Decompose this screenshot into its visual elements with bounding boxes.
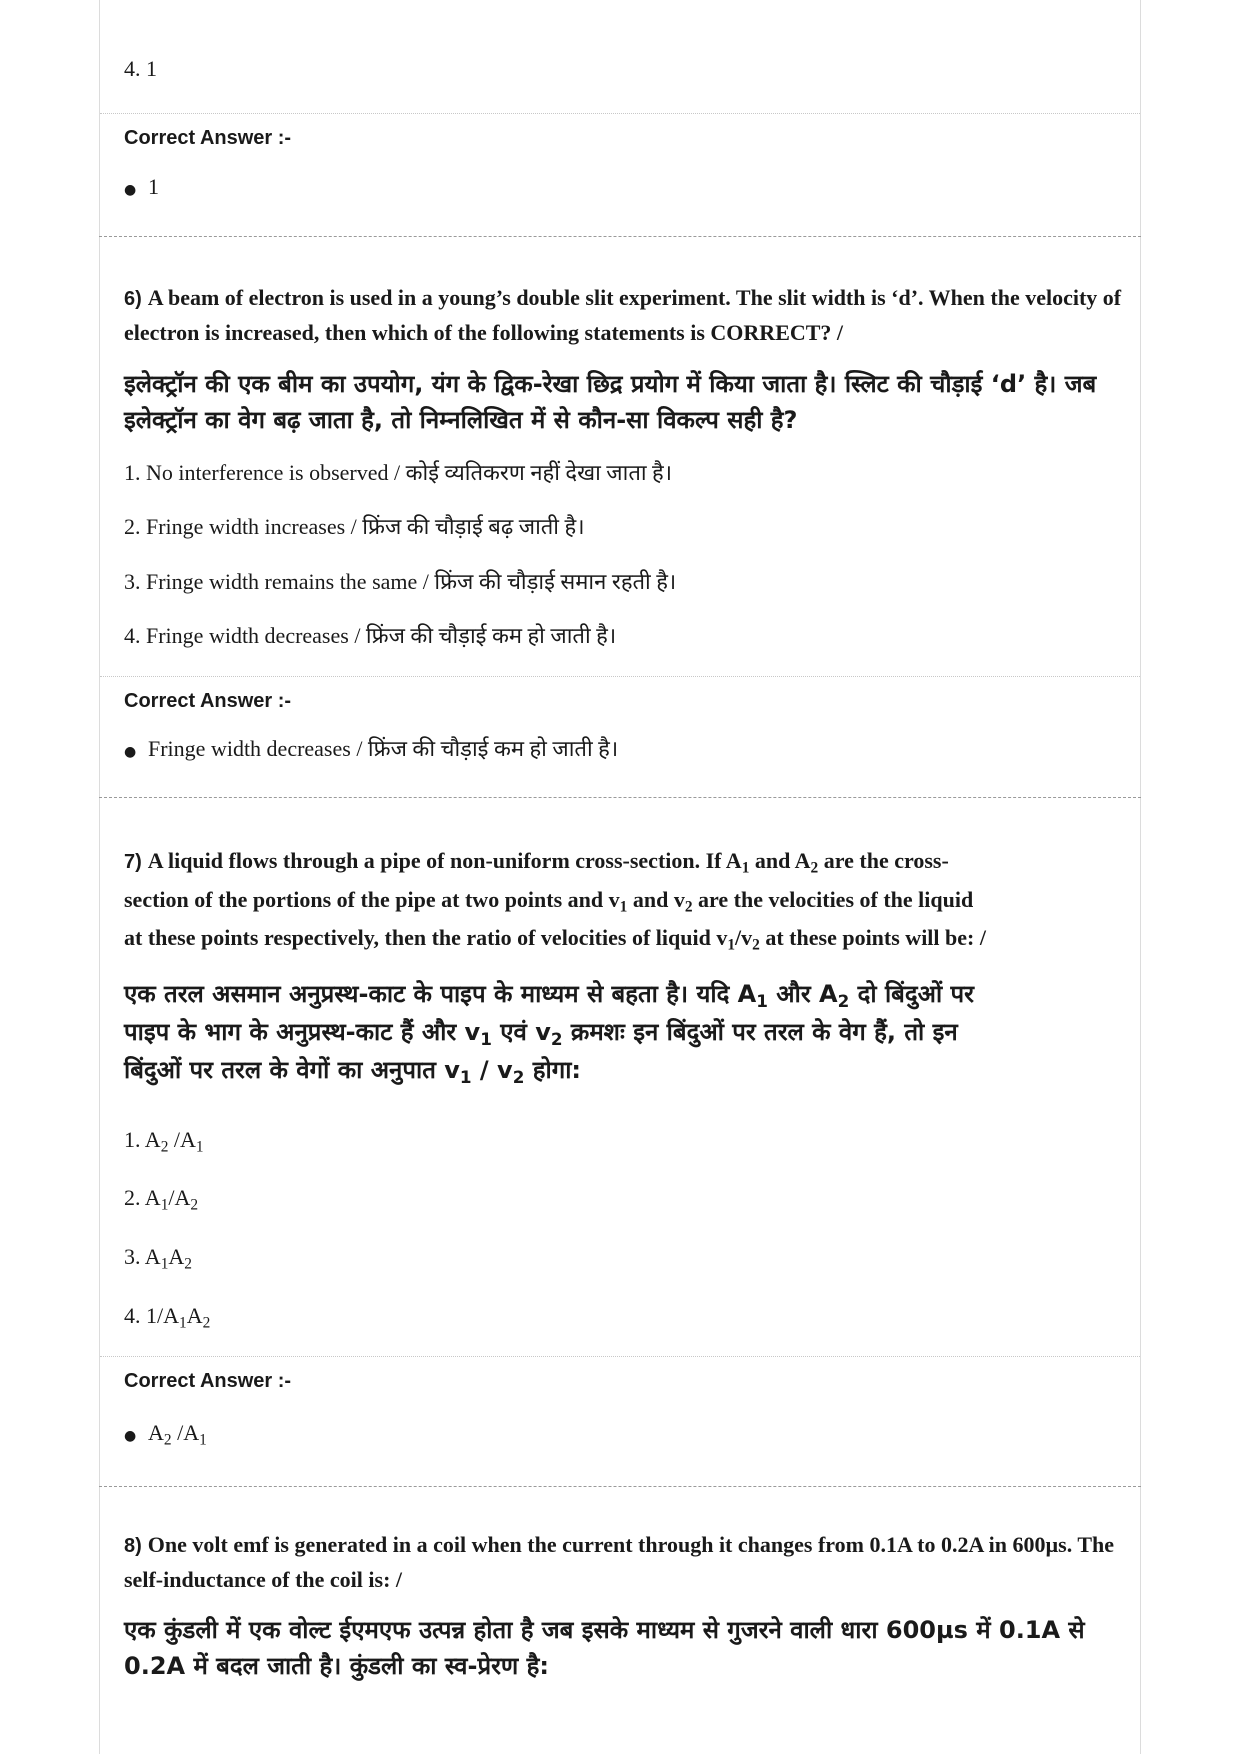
correct-answer-label: Correct Answer :- — [124, 127, 292, 149]
q7-hi-line-3: बिंदुओं पर तरल के वेगों का अनुपात $v_1 / v_2$ होगा: — [124, 1056, 582, 1088]
divider — [100, 1356, 1140, 1357]
q6-option-3: 3. Fringe width remains the same / फ्रिंज की चौड़ाई समान रहती है। — [124, 569, 677, 594]
q8-question-en — [124, 1528, 1124, 1597]
bullet-icon: ● — [124, 744, 137, 760]
q7-en-line-2: section of the portions of the pipe at two points and $v_1$ and $v_2$ are the velocities of the liquid — [124, 887, 974, 916]
q6-option-1: 1. No interference is observed / कोई व्यतिकरण नहीं देखा जाता है। — [124, 460, 673, 485]
q8-text-en: One volt emf is generated in a coil when the current through it changes from 0.1A to 0.2A in 600µs. The self-inductance of the coil is: / — [124, 1532, 1114, 1592]
correct-answer-text: Fringe width decreases / फ्रिंज की चौड़ाई कम हो जाती है। — [148, 736, 619, 761]
correct-answer-label: Correct Answer :- — [124, 690, 292, 712]
q7-option-2: 2. $A_1/A_2$ — [124, 1185, 199, 1214]
correct-answer-item — [124, 172, 159, 205]
q6-option-2: 2. Fringe width increases / फ्रिंज की चौड़ाई बढ़ जाती है। — [124, 514, 585, 539]
q5-option-4: 4. 1 — [124, 56, 157, 81]
correct-answer-text: 1 — [148, 174, 159, 199]
question-separator — [99, 236, 1141, 237]
q6-option-4: 4. Fringe width decreases / फ्रिंज की चौड़ाई कम हो जाती है। — [124, 623, 617, 648]
question-paper-page — [99, 0, 1141, 1754]
q8-number: 8) — [124, 1535, 142, 1557]
q6-question-hi: इलेक्ट्रॉन की एक बीम का उपयोग, यंग के द्विक-रेखा छिद्र प्रयोग में किया जाता है। स्लिट की चौड़ाई ‘d’ है। जब इलेक्ट्रॉन का वेग बढ़ जाता है, तो निम्नलिखित में से कौन-सा विकल्प सही है? — [124, 370, 1097, 434]
q6-text-en: A beam of electron is used in a young’s double slit experiment. The slit width is ‘d’. When the velocity of electron is increased, then which of the following statements is CORRECT? / — [124, 285, 1122, 345]
q7-option-4: 4. $1/A_1A_2$ — [124, 1303, 211, 1332]
correct-answer-item — [124, 1418, 207, 1451]
q7-en-line-3: at these points respectively, then the ratio of velocities of liquid $v_1/v_2$ at these points will be: / — [124, 925, 986, 954]
divider — [100, 676, 1140, 677]
question-separator — [99, 797, 1141, 798]
q7-option-3: 3. $A_1A_2$ — [124, 1244, 192, 1273]
q7-en-line-1: 7) A liquid flows through a pipe of non-uniform cross-section. If $A_1$ and $A_2$ are the cross- — [124, 848, 949, 877]
bullet-icon: ● — [124, 1428, 137, 1444]
correct-answer-label: Correct Answer :- — [124, 1370, 292, 1392]
q7-number: 7) — [124, 851, 142, 873]
q6-question-en — [124, 281, 1124, 350]
question-separator — [99, 1486, 1141, 1487]
q6-number: 6) — [124, 288, 142, 310]
q7-hi-line-2: पाइप के भाग के अनुप्रस्थ-काट हैं और $v_1$ एवं $v_2$ क्रमशः इन बिंदुओं पर तरल के वेग हैं, तो इन — [124, 1018, 958, 1050]
q8-question-hi: एक कुंडली में एक वोल्ट ईएमएफ उत्पन्न होता है जब इसके माध्यम से गुजरने वाली धारा 600µs में 0.1A से 0.2A में बदल जाती है। कुंडली का स्व-प्रेरण है: — [124, 1616, 1085, 1680]
q7-question-en — [124, 842, 1124, 957]
q7-option-1: 1. $A_2$ $/A_1$ — [124, 1127, 204, 1156]
correct-answer-text: $A_2$ $/A_1$ — [148, 1420, 207, 1449]
correct-answer-item — [124, 734, 618, 767]
q7-hi-line-1: एक तरल असमान अनुप्रस्थ-काट के पाइप के माध्यम से बहता है। यदि $A_1$ और $A_2$ दो बिंदुओं पर — [124, 980, 974, 1012]
divider — [100, 113, 1140, 114]
q7-question-hi — [124, 975, 1124, 1089]
bullet-icon: ● — [124, 182, 137, 198]
